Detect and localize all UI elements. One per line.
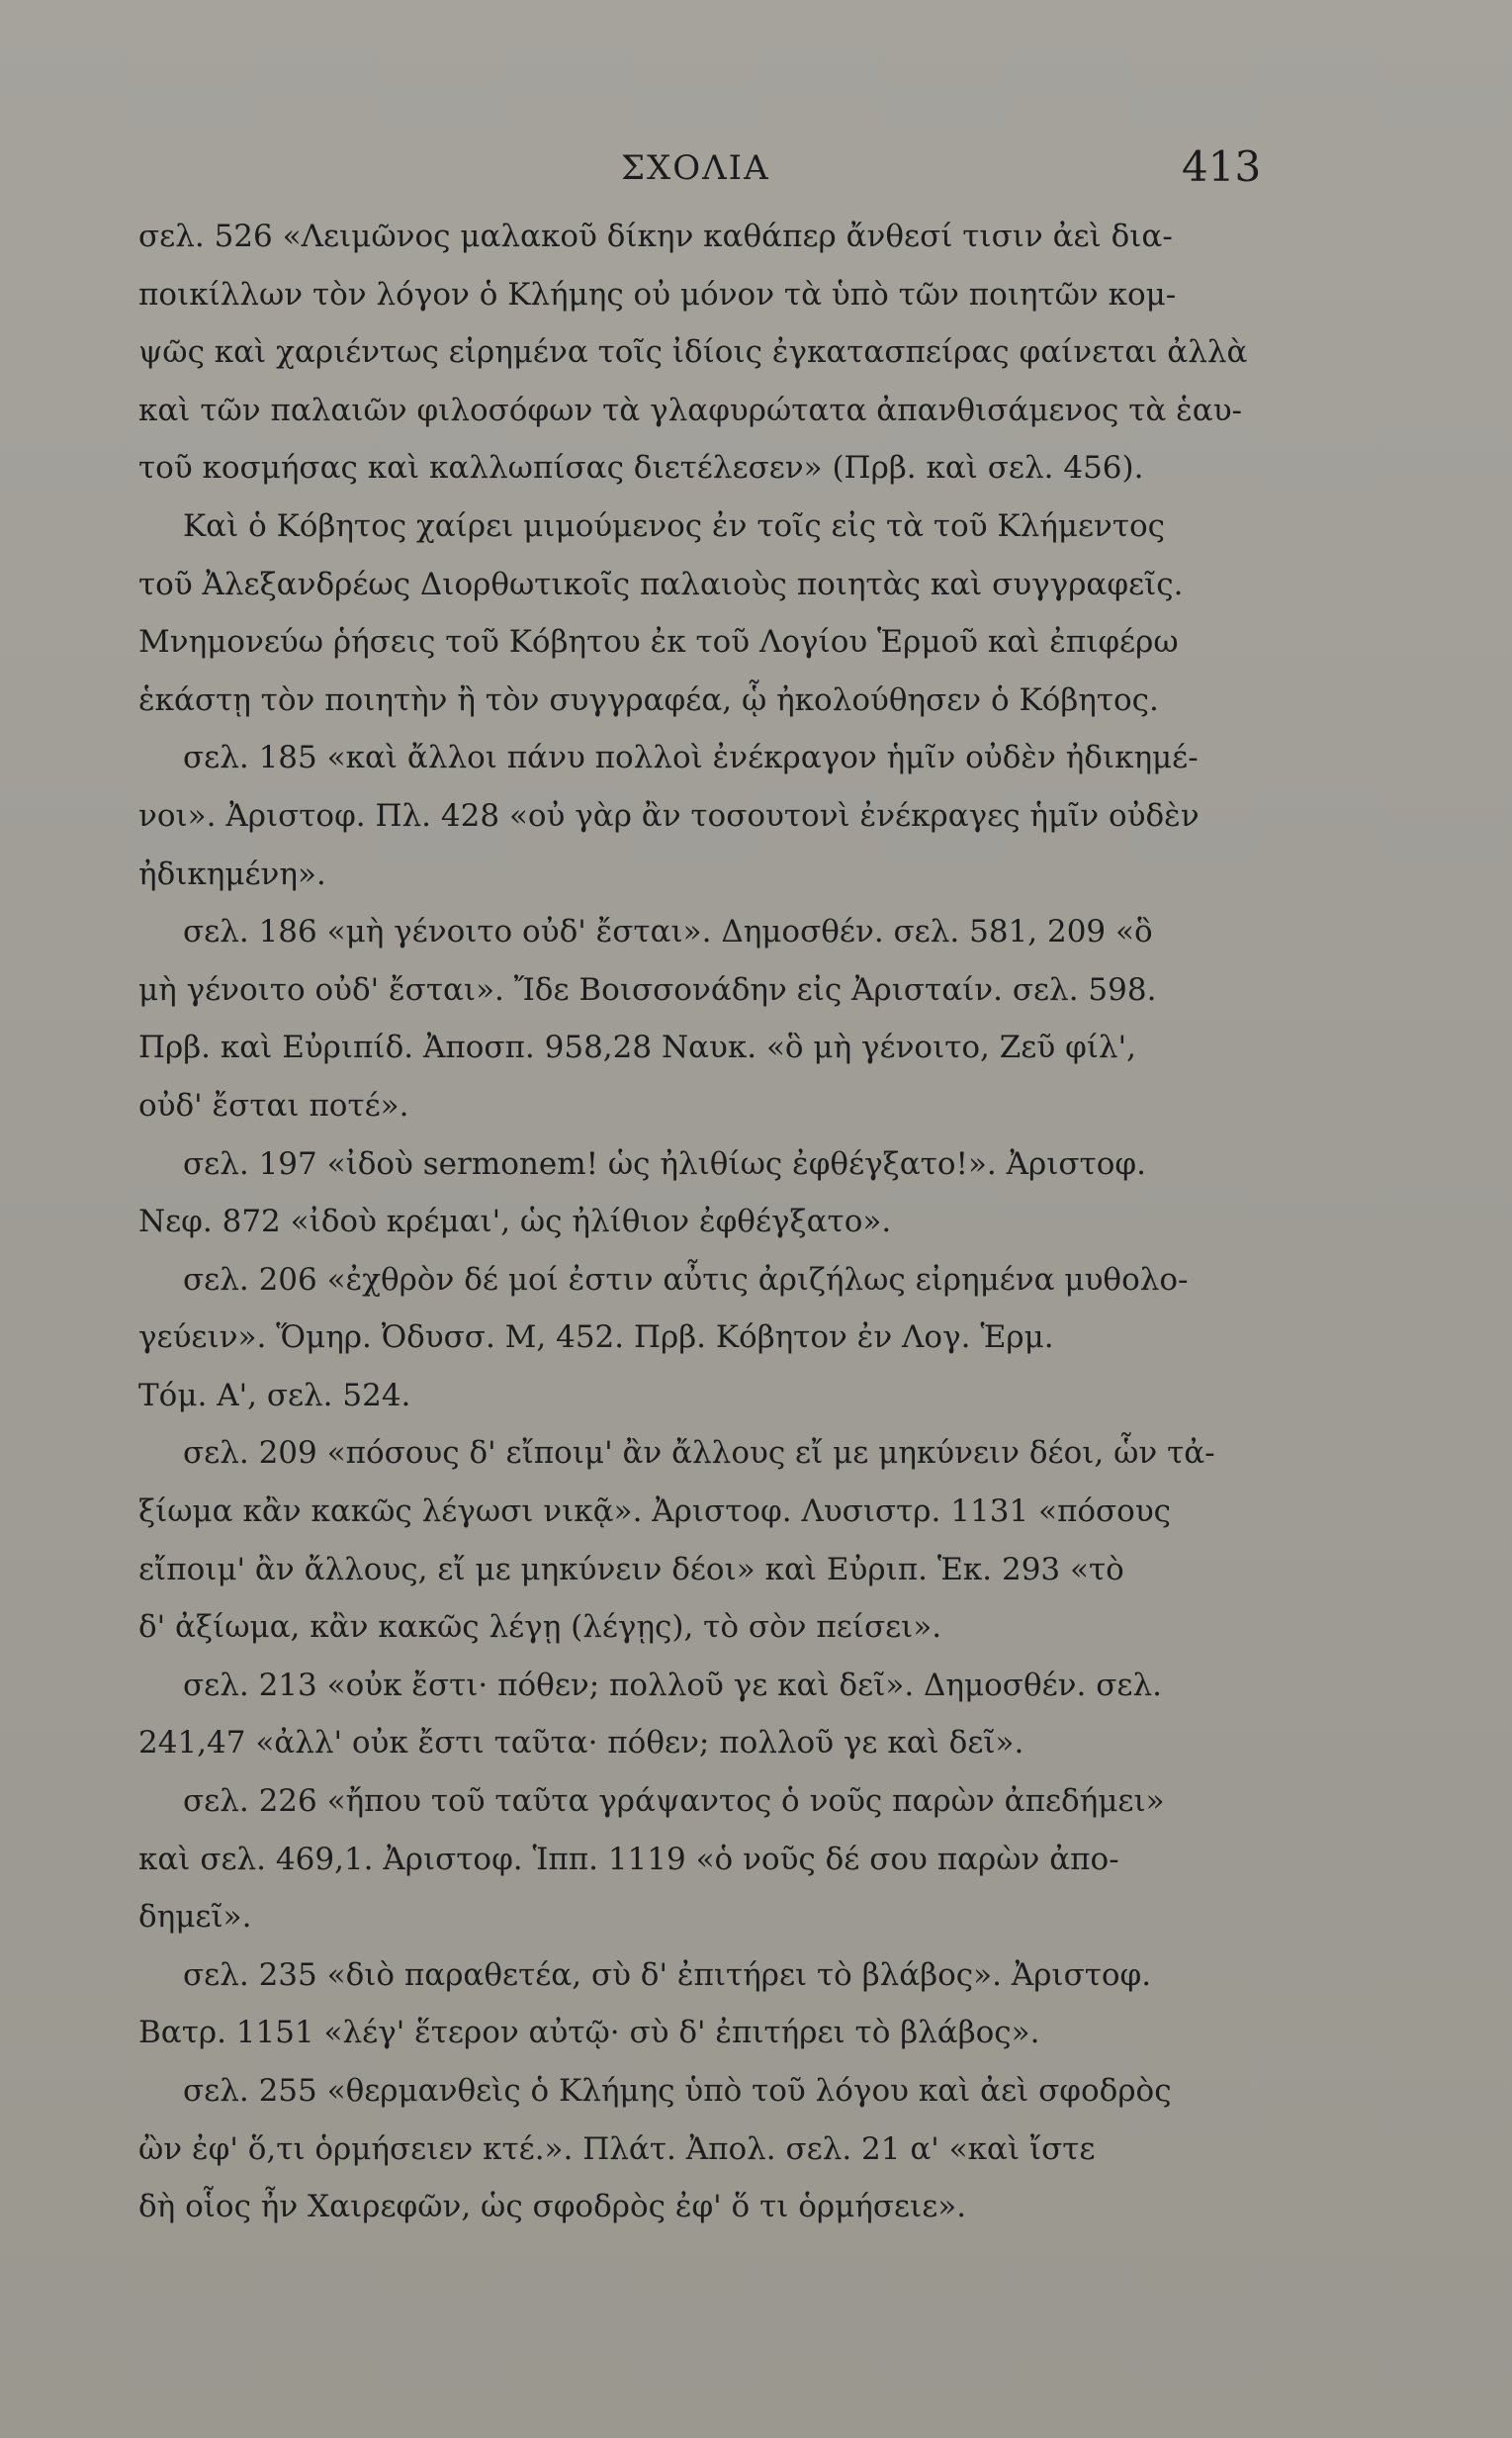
text-line: νοι». Ἀριστοφ. Πλ. 428 «οὐ γὰρ ἂν τοσουτονὶ ἐνέκραγες ἡμῖν οὐδὲν bbox=[138, 797, 1200, 834]
text-line: σελ. 186 «μὴ γένοιτο οὐδ' ἔσται». Δημοσθέν. σελ. 581, 209 «ὃ bbox=[183, 914, 1153, 950]
page-header bbox=[0, 142, 1512, 191]
text-line: δημεῖ». bbox=[138, 1899, 252, 1936]
text-line: εἴποιμ' ἂν ἄλλους, εἴ με μηκύνειν δέοι» καὶ Εὐριπ. Ἑκ. 293 «τὸ bbox=[138, 1551, 1124, 1587]
body-text bbox=[138, 208, 1281, 2236]
text-line: τοῦ Ἀλεξανδρέως Διορθωτικοῖς παλαιοὺς ποιητὰς καὶ συγγραφεῖς. bbox=[138, 566, 1184, 602]
text-line: 241,47 «ἀλλ' οὐκ ἔστι ταῦτα· πόθεν; πολλοῦ γε καὶ δεῖ». bbox=[138, 1725, 1024, 1761]
text-line: ξίωμα κἂν κακῶς λέγωσι νικᾷ». Ἀριστοφ. Λυσιστρ. 1131 «πόσους bbox=[138, 1493, 1172, 1530]
text-line: καὶ σελ. 469,1. Ἀριστοφ. Ἱππ. 1119 «ὁ νοῦς δέ σου παρὼν ἀπο- bbox=[138, 1841, 1119, 1877]
text-line: ἠδικημένη». bbox=[138, 856, 326, 892]
text-line: ποικίλλων τὸν λόγον ὁ Κλήμης οὐ μόνον τὰ ὑπὸ τῶν ποιητῶν κομ- bbox=[138, 276, 1177, 313]
text-line: Πρβ. καὶ Εὐριπίδ. Ἀποσπ. 958,28 Ναυκ. «ὃ μὴ γένοιτο, Ζεῦ φίλ', bbox=[138, 1030, 1136, 1066]
text-line: σελ. 209 «πόσους δ' εἴποιμ' ἂν ἄλλους εἴ με μηκύνειν δέοι, ὧν τἀ- bbox=[183, 1435, 1215, 1472]
text-line: Τόμ. Α', σελ. 524. bbox=[138, 1377, 411, 1413]
text-line: μὴ γένοιτο οὐδ' ἔσται». Ἴδε Βοισσονάδην εἰς Ἀρισταίν. σελ. 598. bbox=[138, 971, 1157, 1008]
running-title: ΣΧΟΛΙΑ bbox=[621, 148, 770, 188]
text-line: δὴ οἷος ἦν Χαιρεφῶν, ὡς σφοδρὸς ἐφ' ὅ τι ὁρμήσειε». bbox=[138, 2189, 967, 2225]
text-line: Καὶ ὁ Κόβητος χαίρει μιμούμενος ἐν τοῖς εἰς τὰ τοῦ Κλήμεντος bbox=[183, 507, 1166, 544]
text-line: σελ. 526 «Λειμῶνος μαλακοῦ δίκην καθάπερ ἄνθεσί τισιν ἀεὶ δια- bbox=[138, 219, 1173, 254]
text-line: σελ. 226 «ἤπου τοῦ ταῦτα γράψαντος ὁ νοῦς παρὼν ἀπεδήμει» bbox=[183, 1783, 1165, 1820]
text-line: γεύειν». Ὅμηρ. Ὀδυσσ. Μ, 452. Πρβ. Κόβητον ἐν Λογ. Ἑρμ. bbox=[138, 1319, 1054, 1356]
text-line: δ' ἀξίωμα, κἂν κακῶς λέγῃ (λέγῃς), τὸ σὸν πείσει». bbox=[138, 1609, 942, 1646]
text-line: σελ. 235 «διὸ παραθετέα, σὺ δ' ἐπιτήρει τὸ βλάβος». Ἀριστοφ. bbox=[183, 1956, 1152, 1993]
text-line: Νεφ. 872 «ἰδοὺ κρέμαι', ὡς ἠλίθιον ἐφθέγξατο». bbox=[138, 1204, 892, 1240]
text-line: ὢν ἐφ' ὅ,τι ὁρμήσειεν κτέ.». Πλάτ. Ἀπολ. σελ. 21 α' «καὶ ἴστε bbox=[138, 2130, 1096, 2167]
text-line: σελ. 197 «ἰδοὺ sermonem! ὡς ἠλιθίως ἐφθέγξατο!». Ἀριστοφ. bbox=[183, 1145, 1146, 1182]
text-line: σελ. 255 «θερμανθεὶς ὁ Κλήμης ὑπὸ τοῦ λόγου καὶ ἀεὶ σφοδρὸς bbox=[183, 2073, 1172, 2109]
text-line: Μνημονεύω ῥήσεις τοῦ Κόβητου ἐκ τοῦ Λογίου Ἑρμοῦ καὶ ἐπιφέρω bbox=[138, 624, 1179, 661]
text-line: σελ. 206 «ἐχθρὸν δέ μοί ἐστιν αὖτις ἀριζήλως εἰρημένα μυθολο- bbox=[183, 1261, 1189, 1298]
text-line: σελ. 185 «καὶ ἄλλοι πάνυ πολλοὶ ἐνέκραγον ἡμῖν οὐδὲν ἠδικημέ- bbox=[183, 740, 1199, 776]
text-line: τοῦ κοσμήσας καὶ καλλωπίσας διετέλεσεν» (Πρβ. καὶ σελ. 456). bbox=[138, 450, 1144, 487]
text-line: ἑκάστῃ τὸν ποιητὴν ἢ τὸν συγγραφέα, ᾧ ἠκολούθησεν ὁ Κόβητος. bbox=[138, 681, 1159, 718]
text-line: οὐδ' ἔσται ποτέ». bbox=[138, 1087, 409, 1124]
text-line: καὶ τῶν παλαιῶν φιλοσόφων τὰ γλαφυρώτατα ἀπανθισάμενος τὰ ἑαυ- bbox=[138, 392, 1243, 428]
text-line: ψῶς καὶ χαριέντως εἰρημένα τοῖς ἰδίοις ἐγκατασπείρας φαίνεται ἀλλὰ bbox=[138, 334, 1248, 371]
text-line: Βατρ. 1151 «λέγ' ἕτερον αὐτῷ· σὺ δ' ἐπιτήρει τὸ βλάβος». bbox=[138, 2015, 1040, 2051]
text-line: σελ. 213 «οὐκ ἔστι· πόθεν; πολλοῦ γε καὶ δεῖ». Δημοσθέν. σελ. bbox=[183, 1667, 1162, 1703]
page-number: 413 bbox=[1182, 142, 1262, 191]
